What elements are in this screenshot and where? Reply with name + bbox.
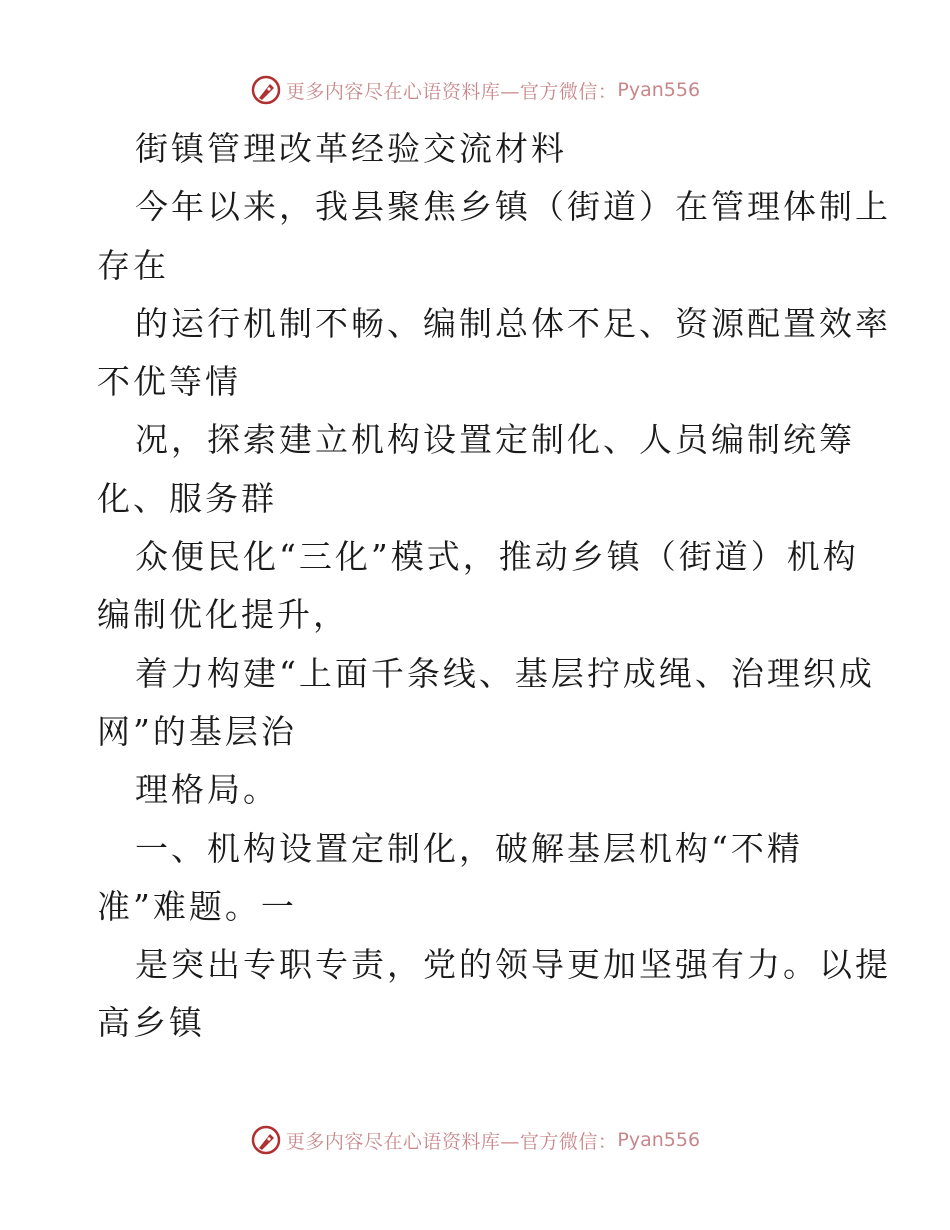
text-line: 一、机构设置定制化，破解基层机构“不精: [135, 828, 803, 868]
text-line: 着力构建“上面千条线、基层拧成绳、治理织成: [135, 653, 875, 693]
text-line: 不优等情: [97, 362, 241, 402]
text-line: 理格局。: [135, 770, 279, 810]
document-body: [97, 120, 891, 1053]
text-line: 是突出专职专责，党的领导更加坚强有力。以提: [135, 945, 891, 985]
text-line: 街镇管理改革经验交流材料: [135, 129, 567, 168]
text-line: 众便民化“三化”模式，推动乡镇（街道）机构: [135, 537, 859, 577]
pen-nib-logo-icon: [250, 1124, 282, 1156]
watermark-wechat-id: Pyan556: [617, 79, 701, 101]
text-line: 化、服务群: [97, 478, 277, 518]
text-line: 高乡镇: [97, 1003, 205, 1043]
watermark-text: 更多内容尽在心语资料库—官方微信：: [285, 1130, 618, 1153]
pen-nib-logo-icon: [250, 74, 282, 106]
footer-watermark: [0, 1122, 950, 1158]
header-watermark: [0, 72, 950, 108]
text-line: 编制优化提升，: [97, 595, 349, 635]
text-line: 的运行机制不畅、编制总体不足、资源配置效率: [135, 303, 891, 343]
watermark-text: 更多内容尽在心语资料库—官方微信：: [285, 80, 618, 103]
text-line: 存在: [97, 245, 169, 285]
text-line: 况，探索建立机构设置定制化、人员编制统筹: [135, 420, 855, 460]
text-line: 网”的基层治: [97, 711, 297, 751]
text-line: 准”难题。一: [97, 886, 297, 926]
text-line: 今年以来，我县聚焦乡镇（街道）在管理体制上: [135, 187, 891, 227]
watermark-wechat-id: Pyan556: [617, 1129, 701, 1151]
